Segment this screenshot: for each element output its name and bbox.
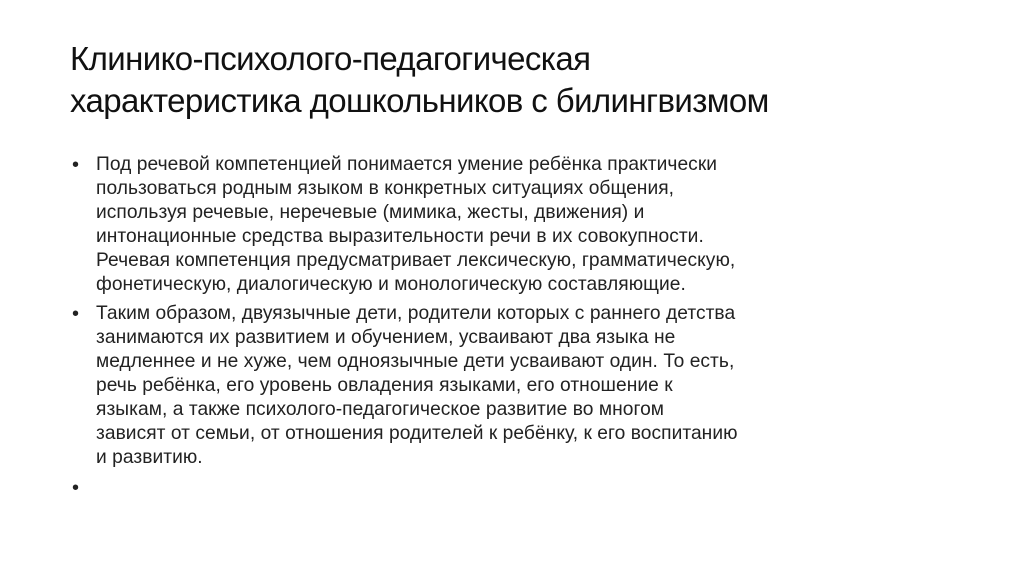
text-line: и развитию. <box>96 447 203 468</box>
bullet-list <box>70 153 960 505</box>
bullet-text <box>96 153 960 297</box>
text-line: медленнее и не хуже, чем одноязычные дети усваивают один. То есть, <box>96 351 735 372</box>
text-line: фонетическую, диалогическую и монологическую составляющие. <box>96 274 686 295</box>
text-line: Таким образом, двуязычные дети, родители которых с раннего детства <box>96 303 736 324</box>
text-line: языкам, а также психолого-педагогическое развитие во многом <box>96 399 665 420</box>
text-line: интонационные средства выразительности речи в их совокупности. <box>96 226 704 247</box>
text-line: Речевая компетенция предусматривает лексическую, грамматическую, <box>96 250 736 271</box>
slide-title <box>70 38 970 122</box>
text-line: речь ребёнка, его уровень овладения языками, его отношение к <box>96 375 673 396</box>
text-line: занимаются их развитием и обучением, усваивают два языка не <box>96 327 676 348</box>
slide-title-line: характеристика дошкольников с билингвизмом <box>70 82 769 119</box>
bullet-dot-icon: • <box>72 154 80 176</box>
text-line: используя речевые, неречевые (мимика, жесты, движения) и <box>96 202 645 223</box>
bullet-item-empty <box>70 476 960 500</box>
bullet-text <box>96 302 960 470</box>
bullet-dot-icon: • <box>72 303 80 325</box>
bullet-dot-icon: • <box>72 477 80 499</box>
text-line: пользоваться родным языком в конкретных ситуациях общения, <box>96 178 675 199</box>
text-line: зависят от семьи, от отношения родителей к ребёнку, к его воспитанию <box>96 423 738 444</box>
slide-title-line: Клинико-психолого-педагогическая <box>70 40 591 77</box>
bullet-item-speech-competence <box>70 153 960 297</box>
text-line: Под речевой компетенцией понимается умение ребёнка практически <box>96 154 718 175</box>
bullet-item-bilingual-children <box>70 302 960 470</box>
